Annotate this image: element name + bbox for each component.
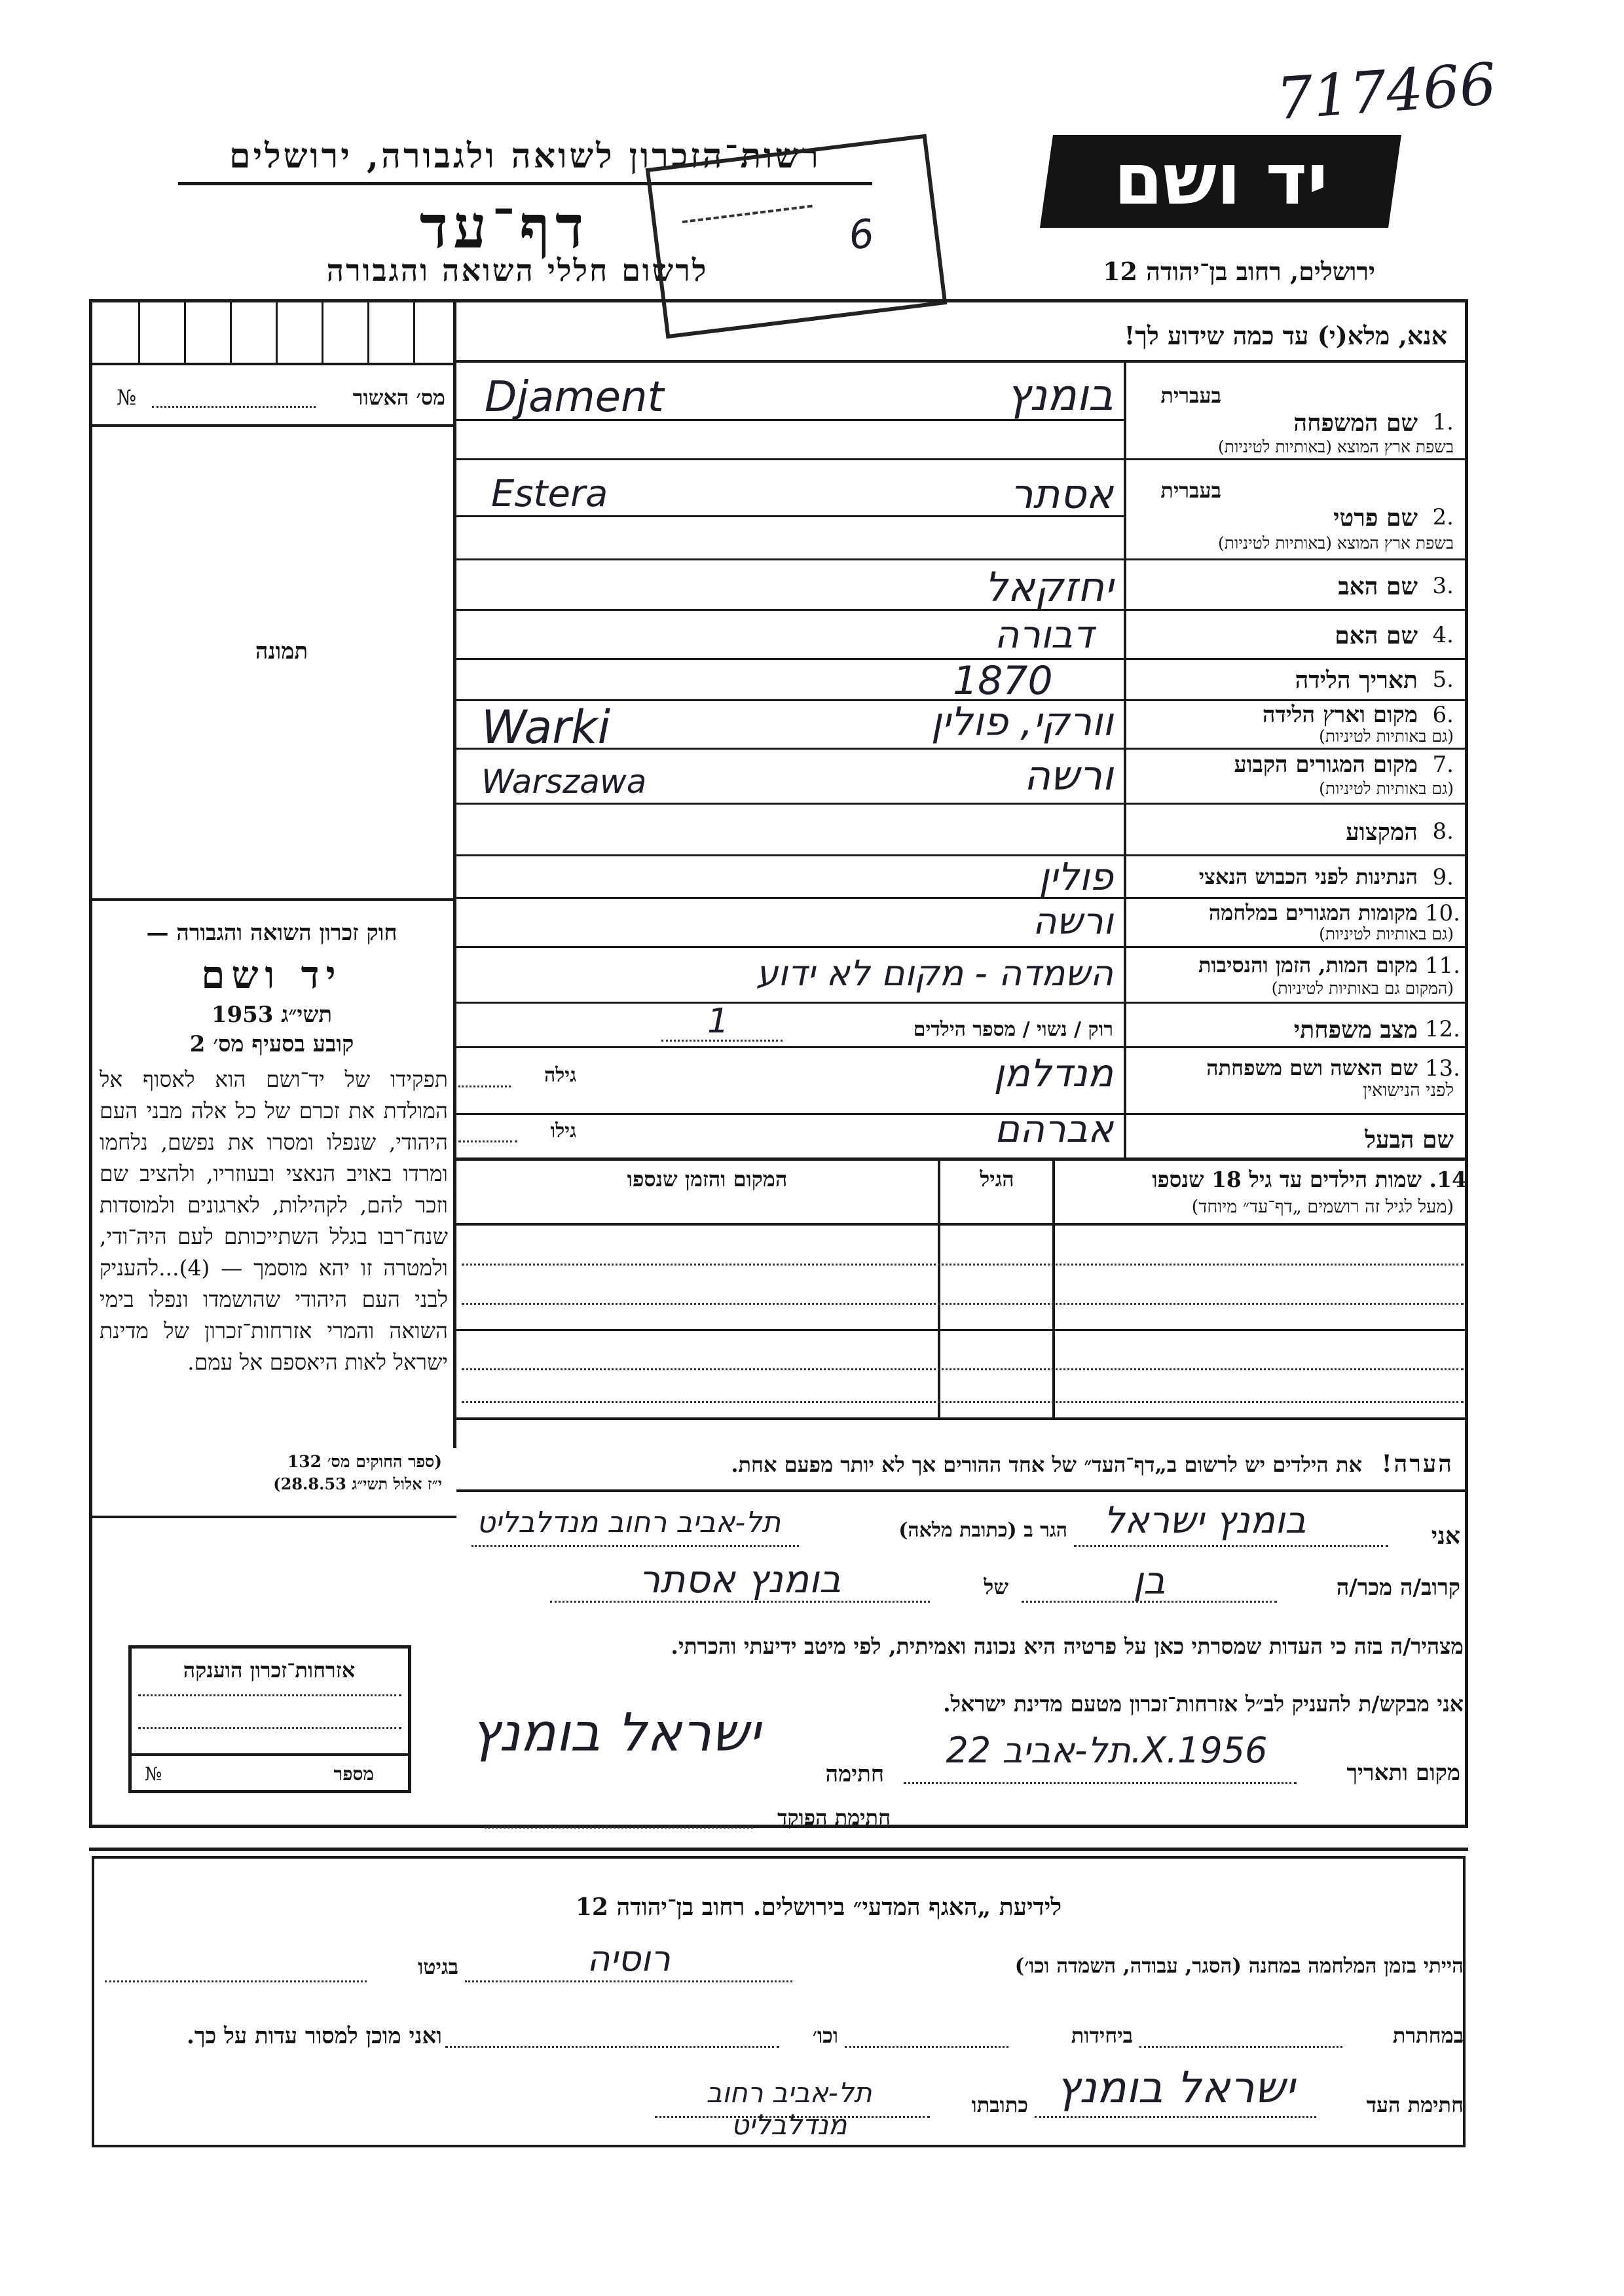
wife-age-label: גילה xyxy=(544,1064,576,1087)
law-source: (ספר החוקים מס׳ 132 xyxy=(287,1452,442,1471)
field-2-label: שם פרטי xyxy=(1333,504,1418,532)
children-sub: (מעל לגיל זה רושמים „דף־עד״ מיוחד) xyxy=(1191,1197,1454,1217)
footer-etc-label: וכו׳ xyxy=(812,2023,838,2048)
law-text: תפקידו של יד־ושם הוא לאסוף אל המולדת את זכרם של כל אלה מבני העם היהודי, שנפלו ומסרו את נפשם, נלחמו ומרדו באויב הנאצי ובעוזריו, ולהציב שם וזכר להם, לקהילות, לארגונים ולמוסדות שנח־רבו בגלל השתייכותם לעם היה־ודי, ולמטרה זו יהא מוסמך — (4)...להעניק לבני העם היהודי שהושמדו ונפלו בימי השואה והמרי אזרחות־זכרון של מדינת ישראל לאות היאספם אל עמם. xyxy=(100,1066,448,1375)
field-10-sub: (גם באותיות לטיניות) xyxy=(1319,924,1454,943)
office-code-boxes xyxy=(92,302,453,365)
field-10-num: 10. xyxy=(1424,900,1460,926)
residence: ורשה xyxy=(1024,752,1113,799)
father-name: יחזקאל xyxy=(984,563,1113,611)
place-date: תל-אביב 22.X.1956 xyxy=(946,1730,1268,1771)
field-1-num: 1. xyxy=(1432,409,1454,435)
field-3-label: שם האב xyxy=(1338,573,1418,600)
field-1-label: שם המשפחה xyxy=(1293,409,1418,437)
field-2-num: 2. xyxy=(1432,504,1454,530)
footer-units-label: ביחידות xyxy=(1071,2023,1133,2048)
field-11-label: מקום המות, הזמן והנסיבות xyxy=(1198,953,1418,977)
citizenship-title: אזרחות־זכרון הוענקה xyxy=(183,1658,356,1683)
note-label: הערה! xyxy=(1381,1450,1454,1478)
photo-label: תמונה xyxy=(255,638,308,665)
field-8-label: המקצוע xyxy=(1346,818,1418,846)
stamp-number: 6 xyxy=(846,210,877,259)
marital-options: רוק / נשוי / מספר הילדים xyxy=(913,1018,1113,1041)
wife-maiden-name: מנדלמן xyxy=(993,1051,1113,1095)
field-3-num: 3. xyxy=(1432,573,1454,599)
footer-ready-label: ואני מוכן למסור עדות על כך. xyxy=(187,2023,442,2049)
birth-place-latin: Warki xyxy=(481,701,611,754)
form-title: דף־עד xyxy=(419,192,589,262)
yad-vashem-logo xyxy=(1040,135,1401,228)
declarant-relation: בן xyxy=(1133,1558,1166,1603)
law-name: יד ושם xyxy=(201,953,342,997)
field-13-label: שם האשה ושם משפחתה xyxy=(1206,1055,1418,1080)
field-6-label: מקום וארץ הלידה xyxy=(1262,702,1418,728)
citizenship-number-label: מספר xyxy=(333,1763,374,1785)
field-7-label: מקום המגורים הקבוע xyxy=(1234,752,1418,778)
intro-line: אנא, מלא(י) עד כמה שידוע לך! xyxy=(1124,321,1447,350)
citizenship-box xyxy=(128,1645,411,1793)
first-name-hebrew: אסתר xyxy=(1010,470,1113,518)
field-12-label: מצב משפחתי xyxy=(1293,1016,1418,1044)
field-4-num: 4. xyxy=(1432,622,1454,648)
nationality: פולין xyxy=(1039,854,1113,899)
field-6-sub: (גם באותיות לטיניות) xyxy=(1319,727,1454,746)
footer-title: לידיעת „האגף המדעי״ בירושלים. רחוב בן־יהודה 12 xyxy=(575,1893,1062,1921)
declarant-address: תל-אביב רחוב מנדלבליט xyxy=(476,1506,781,1539)
field-5-label: תאריך הלידה xyxy=(1295,666,1418,694)
footer-line2-start: במחתרת xyxy=(1392,2023,1464,2048)
field-2-sub: בשפת ארץ המוצא (באותיות לטיניות) xyxy=(1218,534,1454,553)
approval-no: № xyxy=(117,385,137,410)
decl-i-label: אני xyxy=(1431,1522,1460,1550)
declarant-name: בומנץ ישראל xyxy=(1103,1499,1306,1542)
decl-statement: מצהיר/ה בזה כי העדות שמסרתי כאן על פרטיה היא נכונה ואמיתית, לפי מיטב ידיעתי והכרתי. xyxy=(671,1633,1464,1659)
law-date: י״ז אלול תשי״ג 28.8.53) xyxy=(273,1474,442,1493)
authority-line: רשות־הזכרון לשואה ולגבורה, ירושלים xyxy=(229,136,821,176)
note-text: את הילדים יש לרשום ב„דף־העד״ של אחד ההורים אך לא יותר מפעם אחת. xyxy=(731,1452,1362,1477)
field-10-label: מקומות המגורים במלחמה xyxy=(1208,900,1418,925)
footer-line1-start: הייתי בזמן המלחמה במחנה (הסגר, עבודה, השמדה וכו׳) xyxy=(1014,1954,1464,1978)
birth-place: וורקי, פולין xyxy=(931,699,1113,745)
husband-name: אברהם xyxy=(994,1106,1113,1151)
field-4-label: שם האם xyxy=(1335,622,1418,649)
field-7-num: 7. xyxy=(1432,752,1454,778)
field-11-num: 11. xyxy=(1424,953,1460,979)
law-year xyxy=(98,1002,445,1028)
law-title: חוק זכרון השואה והגבורה — xyxy=(146,920,397,946)
field-11-sub: (המקום גם באותיות לטיניות) xyxy=(1271,979,1454,998)
law-year-num: 1953 xyxy=(211,1002,274,1028)
field-6-num: 6. xyxy=(1432,702,1454,728)
field-9-label: הנתינות לפני הכבוש הנאצי xyxy=(1198,864,1418,889)
field-9-num: 9. xyxy=(1432,864,1454,890)
birth-date: 1870 xyxy=(953,658,1053,704)
field-7-sub: (גם באותיות לטיניות) xyxy=(1319,779,1454,798)
family-name-hebrew: בומנץ xyxy=(1006,370,1113,420)
decl-of-label: של xyxy=(984,1575,1008,1599)
children-place-col: המקום והזמן שנספו xyxy=(627,1167,788,1192)
in-hebrew-label-2: בעברית xyxy=(1160,478,1221,503)
footer-address-label: כתובתו xyxy=(971,2092,1028,2117)
children-label: 14. שמות הילדים עד גיל 18 שנספו xyxy=(1152,1167,1467,1192)
field-13-sub: לפני הנישואין xyxy=(1363,1080,1454,1101)
family-name-latin: Djament xyxy=(485,373,664,422)
citizenship-no: № xyxy=(145,1763,162,1785)
header-address: ירושלים, רחוב בן־יהודה 12 xyxy=(1103,257,1375,286)
footer-ghetto-label: בגיטו xyxy=(418,1954,458,1979)
first-name-latin: Estera xyxy=(491,473,608,515)
husband-label: שם הבעל xyxy=(1365,1126,1454,1154)
in-hebrew-label-1: בעברית xyxy=(1160,383,1221,408)
decl-residing: הגר ב (כתובת מלאה) xyxy=(898,1519,1067,1542)
decl-request: אני מבקש/ת להעניק לב״ל אזרחות־זכרון מטעם מדינת ישראל. xyxy=(943,1691,1464,1717)
children-age-col: הגיל xyxy=(980,1167,1014,1192)
witness-signature: ישראל בומנץ xyxy=(1056,2062,1295,2113)
husband-age-label: גילו xyxy=(550,1120,576,1142)
wartime-residence: ורשה xyxy=(1032,900,1113,943)
law-year-hebrew: תשי״ג xyxy=(281,1002,333,1028)
deceased-name: בומנץ אסתר xyxy=(638,1557,841,1601)
children-count: 1 xyxy=(707,1002,729,1041)
death-place: השמדה - מקום לא ידוע xyxy=(756,953,1113,994)
field-1-sub: בשפת ארץ המוצא (באותיות לטיניות) xyxy=(1218,437,1454,456)
field-5-num: 5. xyxy=(1432,666,1454,693)
form-subtitle: לרשום חללי השואה והגבורה xyxy=(326,253,709,288)
logo-text: יד ושם xyxy=(1113,139,1328,221)
decl-relative-label: קרוב/ה מכר/ה xyxy=(1336,1575,1460,1601)
declarant-signature: ישראל בומנץ xyxy=(471,1702,760,1763)
residence-latin: Warszawa xyxy=(481,763,647,801)
approval-label: מס׳ האשור xyxy=(352,385,445,410)
field-13-num: 13. xyxy=(1424,1055,1460,1082)
footer-witness-label: חתימת העד xyxy=(1366,2092,1464,2117)
witness-address: תל-אביב רחוב מנדלבליט xyxy=(706,2077,872,2141)
decl-officer-label: חתימת הפוקד xyxy=(777,1805,891,1830)
field-8-num: 8. xyxy=(1432,818,1454,845)
camp-value: רוסיה xyxy=(587,1938,671,1979)
law-clause: קובע בסעיף מס׳ 2 xyxy=(189,1031,354,1057)
field-12-num: 12. xyxy=(1424,1016,1460,1042)
archive-number: 717466 xyxy=(1274,50,1499,133)
decl-place-date-label: מקום ותאריך xyxy=(1346,1760,1460,1786)
mother-name: דבורה xyxy=(994,612,1094,657)
decl-signature-label: חתימה xyxy=(825,1761,884,1787)
